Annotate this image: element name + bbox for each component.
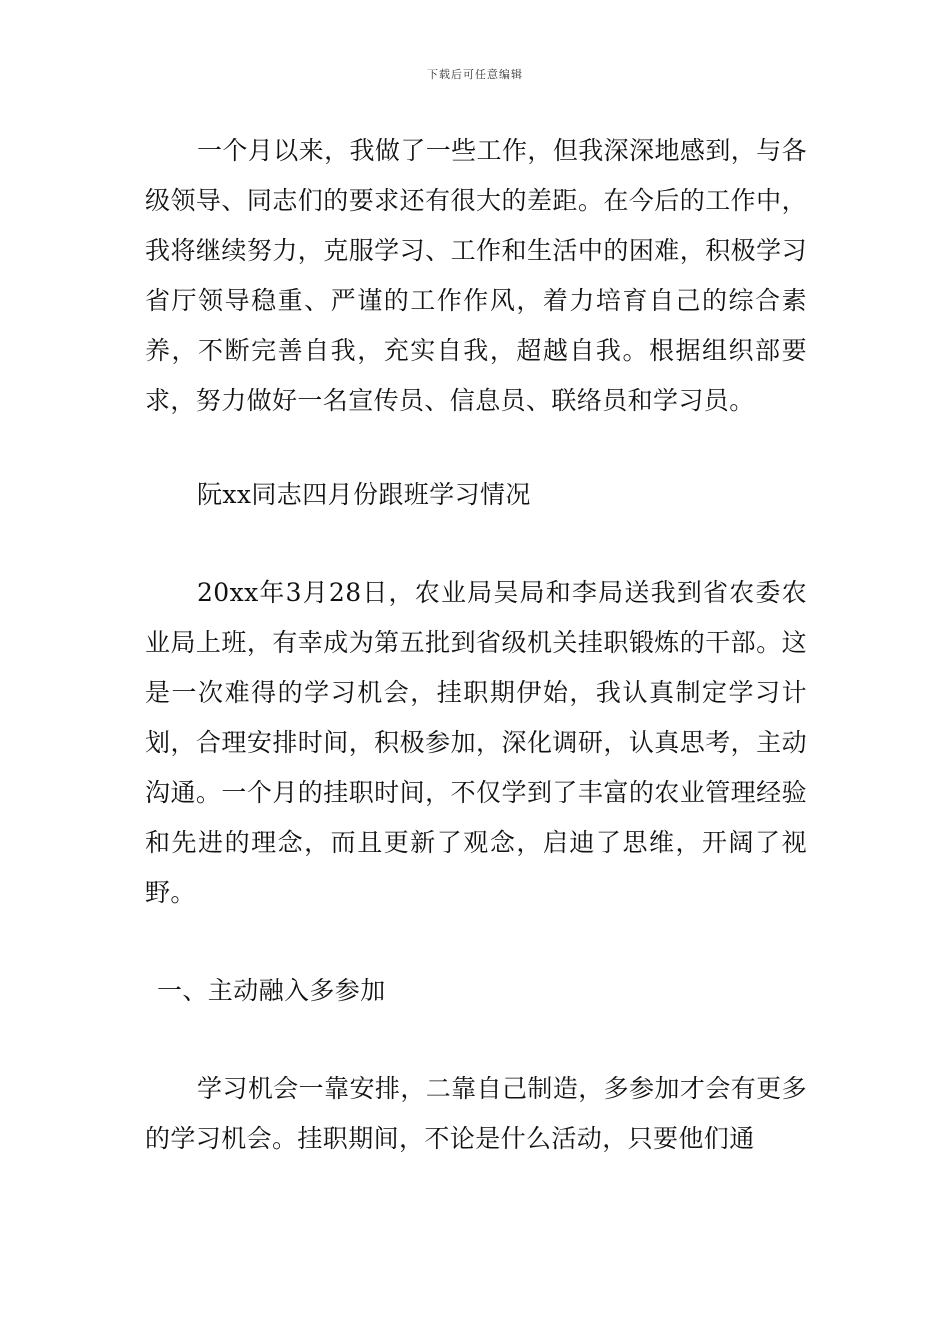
header-note: 下载后可任意编辑	[427, 68, 523, 81]
paragraph-section-1: 学习机会一靠安排，二靠自己制造，多参加才会有更多的学习机会。挂职期间，不论是什么活动，只要他们通	[145, 1074, 807, 1153]
paragraph-summary: 一个月以来，我做了一些工作，但我深深地感到，与各级领导、同志们的要求还有很大的差距。在今后的工作中，我将继续努力，克服学习、工作和生活中的困难，积极学习省厅领导稳重、严谨的工作作风，着力培育自己的综合素养，不断完善自我，充实自我，超越自我。根据组织部要求，努力做好一名宣传员、信息员、联络员和学习员。	[145, 136, 807, 415]
section-heading-1: 一、主动融入多参加	[157, 976, 386, 1005]
document-body	[145, 126, 807, 1164]
document-title: 阮xx同志四月份跟班学习情况	[197, 480, 531, 509]
paragraph-intro: 20xx年3月28日，农业局吴局和李局送我到省农委农业局上班，有幸成为第五批到省级机关挂职锻炼的干部。这是一次难得的学习机会，挂职期伊始，我认真制定学习计划，合理安排时间，积极参加，深化调研，认真思考，主动沟通。一个月的挂职时间，不仅学到了丰富的农业管理经验和先进的理念，而且更新了观念，启迪了思维，开阔了视野。	[145, 578, 807, 907]
